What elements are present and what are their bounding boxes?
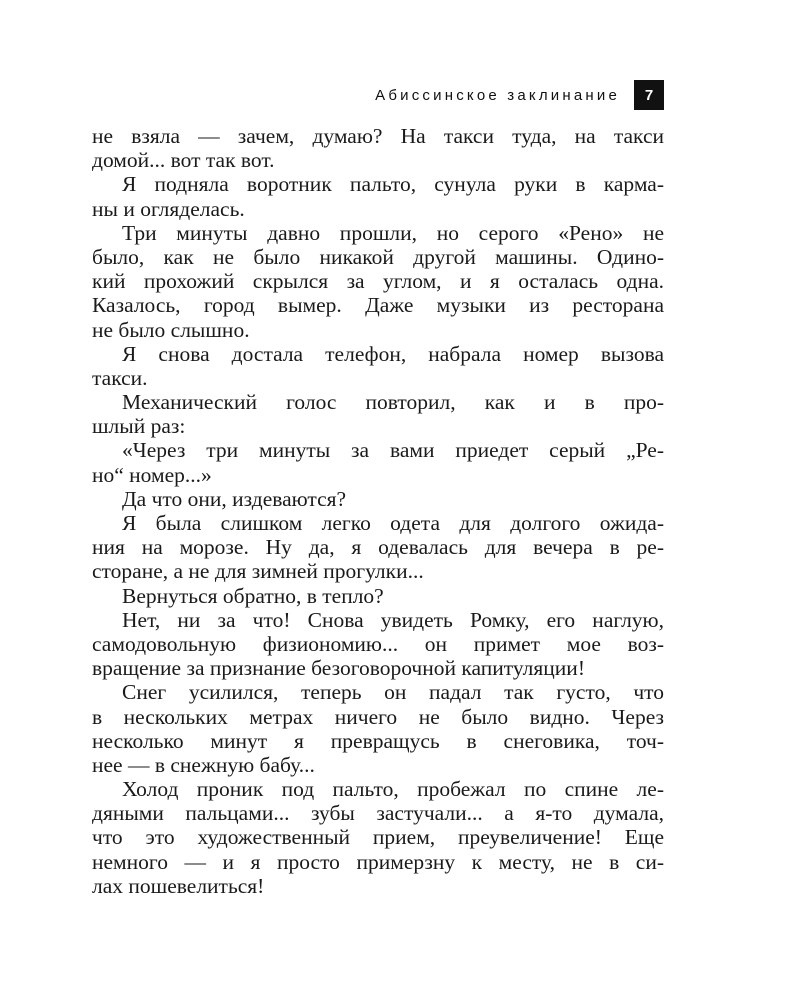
text-line: Я подняла воротник пальто, сунула руки в карма- [122, 172, 664, 197]
text-line: такси. [92, 365, 148, 390]
text-line: сторане, а не для зимней прогулки... [92, 559, 424, 584]
running-title: Абиссинское заклинание [375, 87, 620, 104]
text-line: ны и огляделась. [92, 196, 245, 221]
text-line: кий прохожий скрылся за углом, и я осталась одна. [92, 269, 664, 294]
text-line: Холод проник под пальто, пробежал по спине ле- [122, 777, 664, 802]
page-number: 7 [634, 80, 664, 110]
running-head [92, 80, 664, 110]
body-text [92, 124, 664, 898]
text-line: Я была слишком легко одета для долгого ожида- [122, 511, 664, 535]
text-line: было, как не было никакой другой машины. Одино- [92, 244, 664, 269]
text-line: «Через три минуты за вами приедет серый „Ре- [122, 438, 664, 463]
text-line: Я снова достала телефон, набрала номер вызова [122, 341, 664, 366]
text-line: не взяла — зачем, думаю? На такси туда, на такси [92, 124, 664, 148]
text-line: но“ номер...» [92, 462, 212, 487]
text-line: Три минуты давно прошли, но серого «Рено» не [122, 220, 664, 245]
text-line: Да что они, издеваются? [122, 486, 347, 511]
text-line: лах пошевелиться! [92, 873, 265, 898]
text-line: нее — в снежную бабу... [92, 752, 315, 777]
text-line: шлый раз: [92, 414, 186, 439]
text-line: Нет, ни за что! Снова увидеть Ромку, его наглую, [122, 607, 664, 632]
text-line: дяными пальцами... зубы застучали... а я-то думала, [92, 801, 664, 826]
text-line: что это художественный прием, преувеличение! Еще [92, 825, 664, 850]
text-line: в нескольких метрах ничего не было видно. Через [92, 704, 664, 729]
text-line: Вернуться обратно, в тепло? [122, 583, 384, 608]
text-line: немного — и я просто примерзну к месту, не в си- [92, 849, 664, 874]
text-line: не было слышно. [92, 317, 250, 342]
text-line: домой... вот так вот. [92, 148, 275, 173]
text-line: несколько минут я превращусь в снеговика, точ- [92, 728, 664, 753]
text-line: самодовольную физиономию... он примет мое воз- [92, 631, 664, 656]
text-line: ния на морозе. Ну да, я одевалась для вечера в ре- [92, 535, 664, 560]
text-line: Казалось, город вымер. Даже музыки из ресторана [92, 293, 664, 318]
text-line: Механический голос повторил, как и в про- [122, 390, 664, 415]
text-line: вращение за признание безоговорочной капитуляции! [92, 656, 585, 681]
text-line: Снег усилился, теперь он падал так густо, что [122, 680, 664, 705]
